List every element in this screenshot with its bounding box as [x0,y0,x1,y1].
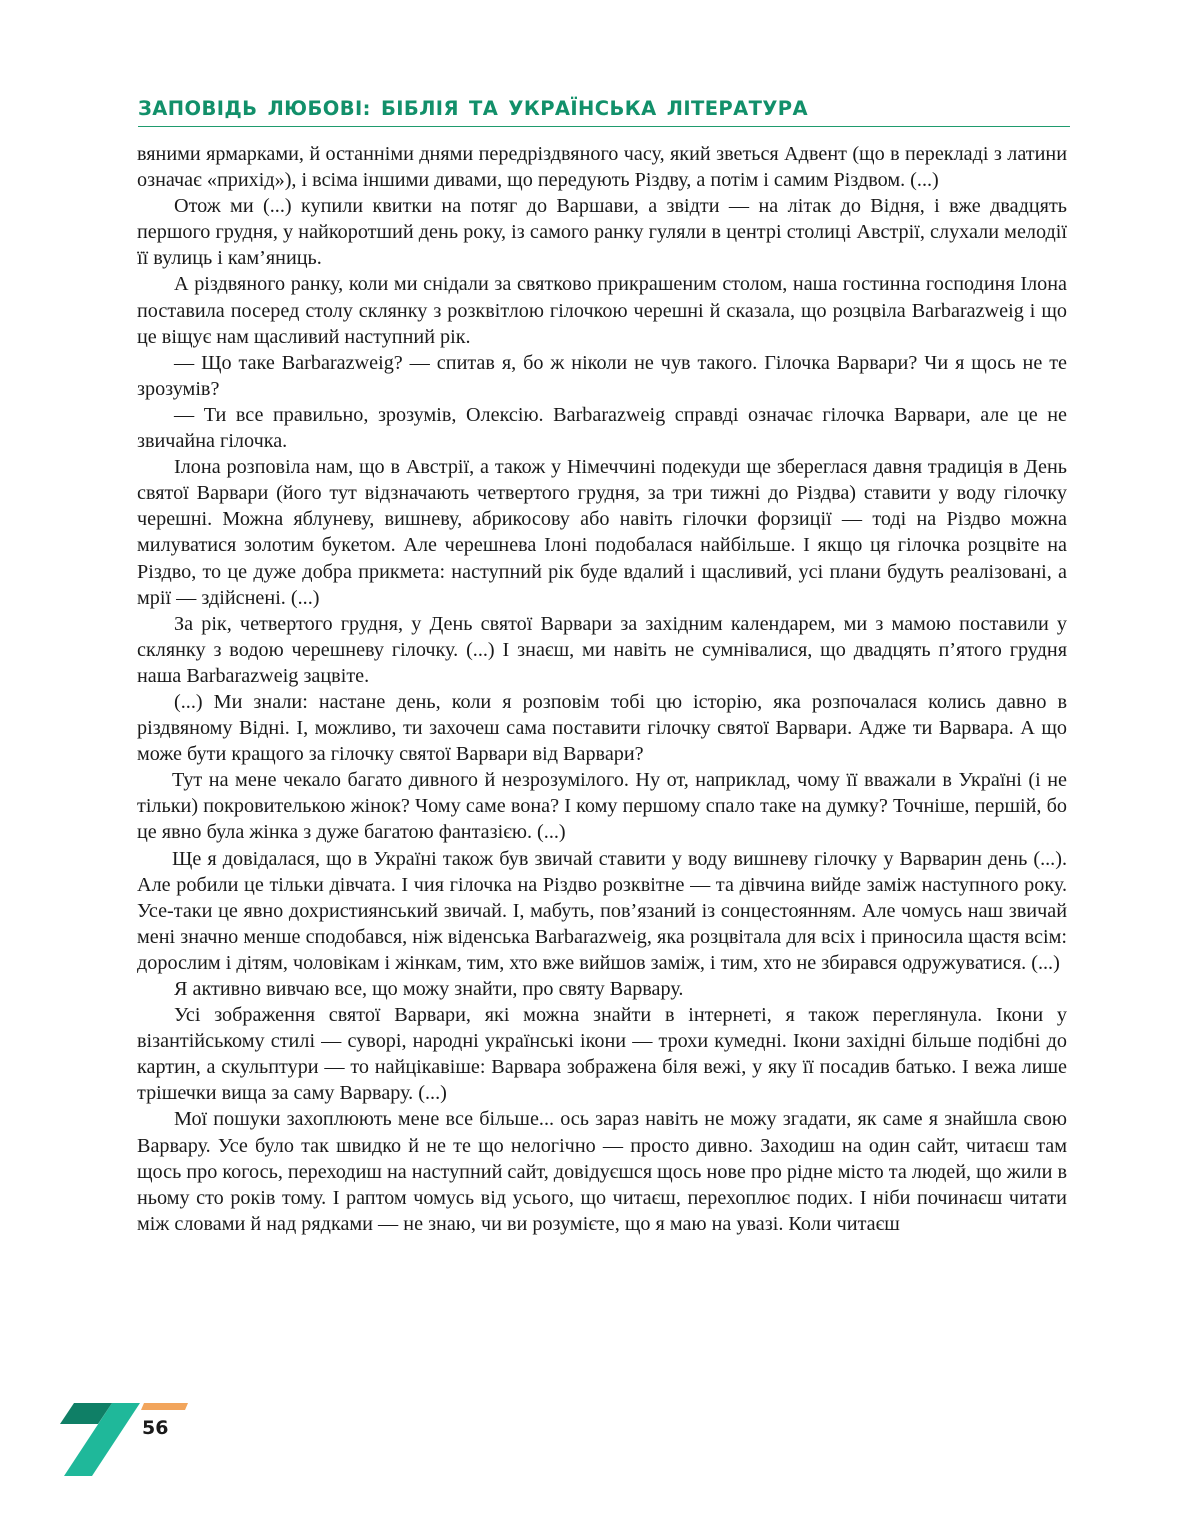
dark-teal-parallelogram-shape [60,1403,112,1424]
paragraph: Я активно вивчаю все, що можу знайти, про святу Варвару. [174,978,684,1000]
orange-accent-bar [141,1403,188,1410]
paragraph: Тут на мене чекало багато дивного й незрозумілого. Ну от, наприклад, чому її вважали в Україні (і не тільки) покровителькою жінок? Чому саме вона? І кому першому спало таке на думку? Точніше, першій, бо це явно була жінка з дуже багатою фантазією. (...) [137,769,1067,844]
paragraph: За рік, четвертого грудня, у День святої Варвари за західним календарем, ми з мамою поставили у склянку з водою черешневу гілочку. (...) І знаєш, ми навіть не сумнівалися, що двадцять п’ятого грудня наша Barbarazweig зацвіте. [137,612,1067,687]
paragraph: А різдвяного ранку, коли ми снідали за святково прикрашеним столом, наша гостинна господиня Ілона поставила посеред столу склянку з розквітлою гілочкою черешні й сказала, що розцвіла Barbarazweig і що це віщує нам щасливий наступний рік. [137,273,1067,348]
running-header [138,96,1070,127]
teal-parallelogram-shape [64,1403,140,1476]
paragraph: (...) Ми знали: настане день, коли я розповім тобі цю історію, яка розпочалася колись давно в різдвяному Відні. І, можливо, ти захочеш сама поставити гілочку святої Варвари. Адже ти Варвара. А що може бути кращого за гілочку святої Варвари від Варвари? [137,690,1067,766]
paragraph: Усі зображення святої Варвари, які можна знайти в інтернеті, я також переглянула. Ікони у візантійському стилі — суворі, народні українські ікони — трохи кумедні. Ікони західні більше подібні до картин, а скульптури — то найцікавіше: Варвара зображена біля вежі, у яку її посадив батько. І вежа лише трішечки вища за саму Варвару. (...) [137,1004,1067,1105]
paragraph: вяними ярмарками, й останніми днями передріздвяного часу, який зветься Адвент (що в перекладі з латини означає «прихід»), і всіма іншими дивами, що передують Різдву, а потім і самим Різдвом. (...) [137,143,1067,192]
body-text [137,141,1067,1237]
paragraph: Ілона розповіла нам, що в Австрії, а також у Німеччині подекуди ще збереглася давня традиція в День святої Варвари (його тут відзначають четвертого грудня, за три тижні до Різдва) ставити у воду гілочку черешні. Можна яблуневу, вишневу, абрикосову або навіть гілочки форзиції — тоді на Різдво можна милуватися золотим букетом. Але черешнева Ілоні подобалася найбільше. І якщо ця гілочка розцвіте на Різдво, то це дуже добра прикмета: наступний рік буде вдалий і щасливий, усі плани будуть реалізовані, а мрії — здійснені. (...) [137,456,1067,609]
paragraph: Отож ми (...) купили квитки на потяг до Варшави, а звідти — на літак до Відня, і вже двадцять першого грудня, у найкоротший день року, із самого ранку гуляли в центрі столиці Австрії, слухали мелодії її вулиць і кам’яниць. [137,195,1067,270]
paragraph: — Ти все правильно, зрозумів, Олексію. Barbarazweig справді означає гілочка Варвари, але це не звичайна гілочка. [137,403,1067,453]
header-title: ЗАПОВІДЬ ЛЮБОВІ: БІБЛІЯ ТА УКРАЇНСЬКА ЛІТЕРАТУРА [138,97,808,120]
paragraph: — Що таке Barbarazweig? — спитав я, бо ж ніколи не чув такого. Гілочка Варвари? Чи я щось не те зрозумів? [137,351,1067,400]
page-number: 56 [142,1417,169,1439]
paragraph: Ще я довідалася, що в Україні також був звичай ставити у воду вишневу гілочку у Варварин день (...). Але робили це тільки дівчата. І чия гілочка на Різдво розквітне — та дівчина вийде заміж наступного року. Усе-таки це явно дохристиянський звичай. І, мабуть, пов’язаний із сонцестоянням. Але чомусь наш звичай мені значно менше сподобався, ніж віденська Barbarazweig, яка розцвітала для всіх і приносила щастя всім: дорослим і дітям, чоловікам і жінкам, тим, хто вже вийшов заміж, і тим, хто не збирався одружуватися. (...) [137,847,1067,974]
paragraph: Мої пошуки захоплюють мене все більше... ось зараз навіть не можу згадати, як саме я знайшла свою Варвару. Усе було так швидко й не те що нелогічно — просто дивно. Заходиш на один сайт, читаєш там щось про когось, переходиш на наступний сайт, довідуєшся щось нове про рідне місто та людей, що жили в ньому сто років тому. І раптом чомусь від усього, що читаєш, перехоплює подих. І ніби починаєш читати між словами й над рядками — не знаю, чи ви розумієте, що я маю на увазі. Коли читаєш [137,1108,1067,1235]
